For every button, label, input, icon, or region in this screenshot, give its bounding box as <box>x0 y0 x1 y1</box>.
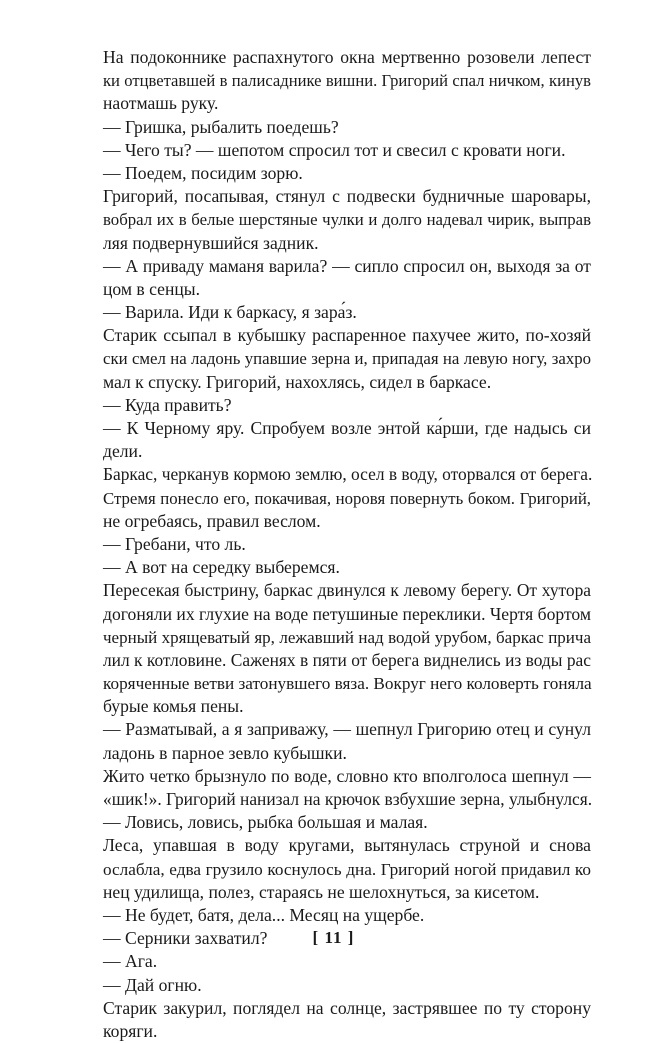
text-line: бурые комья пены. <box>103 696 244 717</box>
text-line: — Разматывай, а я заприважу, — шепнул Григорию отец и сунул <box>103 719 591 740</box>
text-line: наотмашь руку. <box>103 93 219 114</box>
text-line: цом в сенцы. <box>103 278 200 299</box>
text-line: — Поедем, посидим зорю. <box>103 162 303 183</box>
text-line: — Чего ты? — шепотом спросил тот и свесил с кровати ноги. <box>103 139 566 160</box>
page-number: [ 11 ] <box>312 928 355 947</box>
text-line: — Не будет, батя, дела... Месяц на ущербе. <box>103 904 425 925</box>
text-line: коряченные ветви затонувшего вяза. Вокруг него коловерть гоняла <box>103 674 592 694</box>
text-line: черный хрящеватый яр, лежавший над водой урубом, баркас прича <box>103 627 591 647</box>
text-line: вобрал их в белые шерстяные чулки и долго надевал чирик, выправ <box>103 210 591 230</box>
text-line: ослабла, едва грузило коснулось дна. Григорий ногой придавил ко <box>103 859 591 879</box>
text-line: ладонь в парное зевло кубышки. <box>103 742 347 763</box>
text-line: коряги. <box>103 1020 158 1041</box>
text-line: — А вот на середку выберемся. <box>103 557 340 578</box>
text-line: Старик закурил, поглядел на солнце, застрявшее по ту сторону <box>103 997 591 1018</box>
text-line: не огребаясь, правил веслом. <box>103 510 321 531</box>
text-line: — А приваду маманя варила? — сипло спросил он, выходя за от <box>103 255 591 276</box>
text-line: — Ага. <box>103 951 158 972</box>
text-line: «шик!». Григорий нанизал на крючок взбухшие зерна, улыбнулся. <box>103 789 593 809</box>
text-line: — Гришка, рыбалить поедешь? <box>103 116 339 137</box>
text-line: Пересекая быстрину, баркас двинулся к левому берегу. От хутора <box>103 580 591 601</box>
text-line: Старик ссыпал в кубышку распаренное пахучее жито, по-хозяй <box>103 325 591 346</box>
text-line: лил к котловине. Саженях в пяти от берега виднелись из воды рас <box>103 649 591 670</box>
text-line: — К Черному яру. Спробуем возле энтой ка́рши, где надысь си <box>103 418 591 438</box>
page-text <box>103 46 591 1043</box>
text-line: ски смел на ладонь упавшие зерна и, припадая на левую ногу, захро <box>103 349 591 369</box>
text-line: нец удилища, полез, стараясь не шелохнуться, за кисетом. <box>103 881 540 902</box>
text-line: ляя подвернувшийся задник. <box>103 232 319 253</box>
text-line: — Гребани, что ль. <box>103 533 246 554</box>
text-line: Григорий, посапывая, стянул с подвески будничные шаровары, <box>103 186 591 207</box>
text-line: дели. <box>103 441 143 462</box>
text-line: Леса, упавшая в воду кругами, вытянулась струной и снова <box>103 835 591 856</box>
text-line: — Дай огню. <box>103 974 202 995</box>
text-line: — Ловись, ловись, рыбка большая и малая. <box>103 812 428 833</box>
text-line: — Серники захватил? <box>103 928 268 949</box>
text-line: На подоконнике распахнутого окна мертвенно розовели лепест <box>103 47 591 67</box>
text-line: — Варила. Иди к баркасу, я зара́з. <box>103 302 357 323</box>
text-line: Жито четко брызнуло по воде, словно кто вполголоса шепнул — <box>103 765 591 786</box>
text-line: догоняли их глухие на воде петушиные переклики. Чертя бортом <box>103 603 591 624</box>
text-line: — Куда править? <box>103 394 232 415</box>
text-line: Стремя понесло его, покачивая, норовя повернуть боком. Григорий, <box>103 488 591 508</box>
text-line: ки отцветавшей в палисаднике вишни. Григорий спал ничком, кинув <box>103 71 591 91</box>
text-line: Баркас, черканув кормою землю, осел в воду, оторвался от берега. <box>103 464 593 485</box>
text-line: мал к спуску. Григорий, нахохлясь, сидел в баркасе. <box>103 371 492 392</box>
